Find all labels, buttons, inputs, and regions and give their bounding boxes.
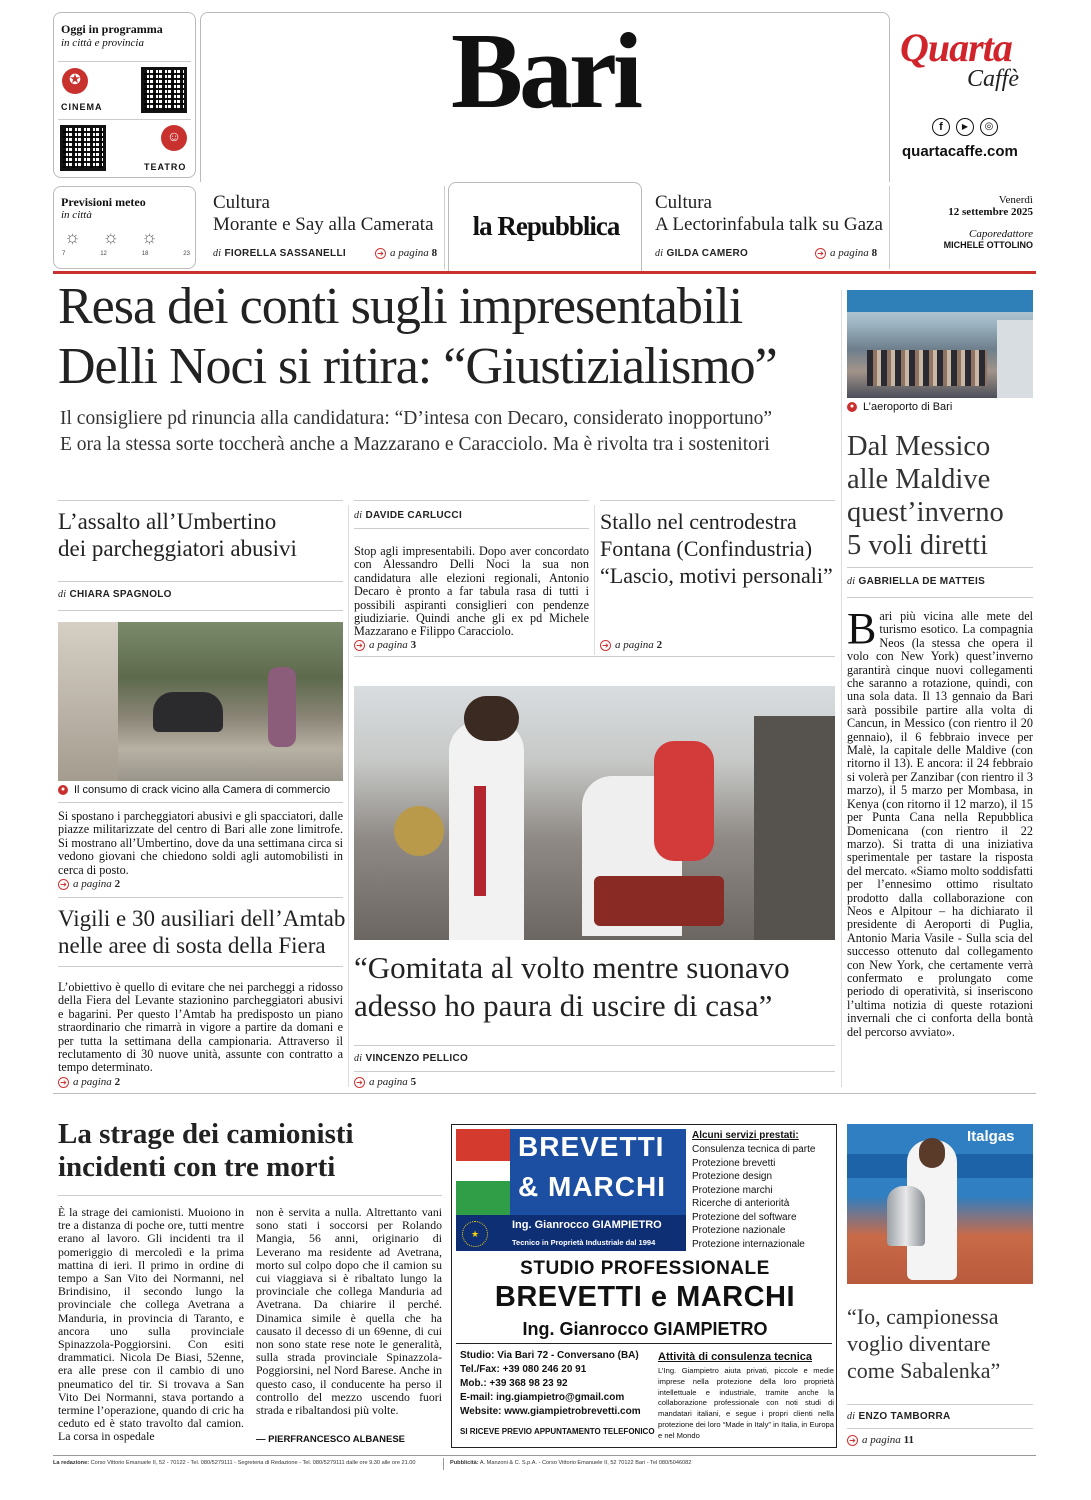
quarta-logo-caffe: Caffè xyxy=(967,66,1019,92)
byline-di: di xyxy=(847,576,856,587)
facebook-icon[interactable]: f xyxy=(932,118,950,136)
umbertino-title-line: dei parcheggiatori abusivi xyxy=(58,536,297,561)
divider xyxy=(847,567,1033,568)
pag-number: 5 xyxy=(410,1076,417,1088)
vigili-title-line: nelle aree di sosta della Fiera xyxy=(58,933,326,958)
lead-col-text: Stop agli impresentabili. Dopo aver concordato con Alessandro Delli Noci la sua non candidatura alle elezioni regionali, Antonio Decaro è pronto a far tabula rasa di tutti i possibili aspiranti consiglieri con pendenze giudiziarie. Quindi anche gli ex pd Michele Mazzarano e Filippo Caracciolo. xyxy=(354,544,589,639)
instagram-icon[interactable]: ◎ xyxy=(980,118,998,136)
strage-author: — PIERFRANCESCO ALBANESE xyxy=(256,1434,406,1445)
sun-icon: ☼ xyxy=(102,227,119,247)
cinema-qr[interactable] xyxy=(141,67,187,113)
divider xyxy=(847,1404,1033,1405)
service-item: Ricerche di anteriorità xyxy=(692,1198,790,1209)
aeroporto-title[interactable] xyxy=(847,430,1004,562)
service-item: Consulenza tecnica di parte xyxy=(692,1144,816,1155)
tennis-author: ENZO TAMBORRA xyxy=(858,1411,951,1422)
contact-line[interactable]: Website: www.giampietrobrevetti.com xyxy=(460,1406,641,1417)
arrow-icon: ➔ xyxy=(375,248,386,259)
meteo-hour: 12 xyxy=(100,251,107,257)
tennis-title-line: “Io, campionessa xyxy=(847,1304,999,1329)
divider xyxy=(354,528,589,529)
arrow-icon: ➔ xyxy=(815,248,826,259)
arrow-icon: ➔ xyxy=(354,640,365,651)
lead-subtitle-2: E ora la stessa sorte toccherà anche a Mazzarano e Caracciolo. Ma è rivolta tra i sostenitori xyxy=(60,434,770,455)
divider xyxy=(58,966,343,967)
teatro-icon[interactable]: ☺ xyxy=(161,125,187,151)
band-photo[interactable] xyxy=(354,686,835,940)
teaser-kicker: Cultura xyxy=(213,192,270,213)
date-box xyxy=(893,186,1033,269)
editor-name: MICHELE OTTOLINO xyxy=(943,240,1033,250)
repubblica-logo[interactable]: la Repubblica xyxy=(472,211,620,241)
service-item: Protezione brevetti xyxy=(692,1157,776,1169)
tennis-title-line: voglio diventare xyxy=(847,1331,991,1356)
arrow-icon: ➔ xyxy=(847,1435,858,1446)
quarta-ad[interactable] xyxy=(895,20,1035,170)
tennis-photo[interactable] xyxy=(847,1124,1033,1284)
quarta-logo: Quarta xyxy=(900,25,1012,70)
umbertino-title[interactable] xyxy=(58,508,297,562)
programma-box xyxy=(53,12,196,178)
column-rule xyxy=(841,290,842,1087)
brevetti-act-title: Attività di consulenza tecnica xyxy=(658,1351,813,1363)
teaser-author: GILDA CAMERO xyxy=(666,248,749,259)
teaser-title: A Lectorinfabula talk su Gaza xyxy=(655,214,883,235)
umbertino-pag[interactable] xyxy=(58,878,120,890)
byline-di: di xyxy=(213,248,222,259)
vigili-title-line: Vigili e 30 ausiliari dell’Amtab xyxy=(58,906,346,931)
divider xyxy=(58,1195,442,1196)
divider xyxy=(58,610,343,611)
divider xyxy=(354,1045,835,1046)
byline-di: di xyxy=(58,589,67,600)
lead-title-2[interactable]: Delli Noci si ritira: “Giustizialismo” xyxy=(58,338,777,395)
brevetti-line2: & MARCHI xyxy=(518,1171,666,1202)
footer-label: La redazione: xyxy=(53,1460,90,1466)
crack-photo[interactable] xyxy=(58,622,343,781)
pag-label: a pagina xyxy=(615,639,654,651)
vigili-text: L’obiettivo è quello di evitare che nei parcheggi a ridosso della Fiera del Levante stazionino parcheggiatori abusivi e bagarini. Per questo l’Amtab ha predisposto un piano straordinario che rimarrà in vigore a partire da domani e per tutta la settimana della campionaria. Attraverso il reclutamento di 30 nuove unità, assunte con contratto a tempo determinato. xyxy=(58,980,343,1075)
pag-number: 11 xyxy=(903,1434,914,1446)
gomitata-title-line: “Gomitata al volto mentre suonavo xyxy=(354,950,790,985)
sun-icon: ☼ xyxy=(64,227,81,247)
airport-caption: L’aeroporto di Bari xyxy=(863,401,953,413)
pag-label: a pagina xyxy=(369,639,408,651)
crack-caption: Il consumo di crack vicino alla Camera di commercio xyxy=(74,784,331,796)
stallo-title-line: Stallo nel centrodestra xyxy=(600,509,797,534)
footer-left xyxy=(53,1460,415,1466)
brevetti-ad[interactable] xyxy=(451,1124,837,1448)
aeroporto-title-line: Dal Messico xyxy=(847,431,991,462)
footer-rule xyxy=(53,1455,1036,1456)
byline-di: di xyxy=(354,1053,363,1064)
stallo-title-line: Fontana (Confindustria) xyxy=(600,536,813,561)
services-list xyxy=(692,1143,815,1251)
lead-col-pag[interactable] xyxy=(354,639,416,651)
strage-col-1: È la strage dei camionisti. Muoiono in tre a distanza di poche ore, tutti mentre erano al lavoro. Gli incidenti tra il pomeriggio di mercoledì e la prima mattina di ieri. Il primo in ordine di tempo a San Vito dei Normanni, nel Brindisino, il secondo lungo la provinciale che collega Avetrana a Manduria, in provincia di Taranto, e ancora uno sulla provinciale Spinazzola-Poggiorsini. Con esiti drammatici. Nicola De Biasi, 52enne, era alle prese con il cambio di uno pneumatico del tir. Si trovava a San Vito Dei Normanni, stava portando a termine l’operazione, quando di cric ha ceduto ed è stato travolto dal camion. La corsa in ospedale xyxy=(58,1205,244,1444)
strage-title-line: incidenti con tre morti xyxy=(58,1151,336,1183)
meteo-hour: 23 xyxy=(183,251,190,257)
pag-label: a pagina xyxy=(390,247,429,259)
byline-di: di xyxy=(354,510,363,521)
pag-label: a pagina xyxy=(830,247,869,259)
meteo-title: Previsioni meteo xyxy=(61,195,146,209)
brevetti-studio: STUDIO PROFESSIONALE xyxy=(520,1258,770,1279)
contact-line: Tel./Fax: +39 080 246 20 91 xyxy=(460,1364,587,1375)
umbertino-author: CHIARA SPAGNOLO xyxy=(69,589,172,600)
lead-title-1[interactable]: Resa dei conti sugli impresentabili xyxy=(58,278,743,335)
byline-di: di xyxy=(655,248,664,259)
pag-number: 2 xyxy=(114,1076,121,1088)
divider xyxy=(600,500,835,501)
divider xyxy=(58,500,343,501)
brevetti-appt: SI RICEVE PREVIO APPUNTAMENTO TELEFONICO xyxy=(460,1427,655,1436)
tennis-banner: Italgas xyxy=(967,1128,1015,1145)
byline-di: di xyxy=(847,1411,856,1422)
pag-number: 8 xyxy=(431,247,438,259)
stallo-title[interactable] xyxy=(600,508,833,589)
pag-number: 3 xyxy=(410,639,417,651)
brevetti-act-text: L’Ing. Giampietro aiuta privati, piccole e medie imprese nella protezione della loro proprietà intellettuale e industriale, tramite anche la collaborazione professionale con noti studi di mandatari italiani, e segue i propri clienti nella protezione dei loro “Made in Italy” in Italia, in Europa e nel Mondo xyxy=(658,1366,834,1440)
camera-icon: ● xyxy=(58,785,68,795)
brevetti-line1: BREVETTI xyxy=(518,1131,665,1162)
lead-col-author: DAVIDE CARLUCCI xyxy=(365,510,463,521)
divider xyxy=(58,802,343,803)
divider xyxy=(847,1428,1033,1429)
editor-label: Caporedattore xyxy=(969,228,1033,240)
umbertino-title-line: L’assalto all’Umbertino xyxy=(58,509,277,534)
vigili-title[interactable] xyxy=(58,905,345,959)
pag-label: a pagina xyxy=(862,1434,901,1446)
teaser-left[interactable] xyxy=(205,186,445,269)
strage-col-2: non è servita a nulla. Altrettanto vani sono stati i soccorsi per Rolando Mangia, 56 anni, originario di Leverano ma residente ad Avetrana, morto sul colpo dopo che il camion su cui viaggiava si è ribaltato lungo la provinciale che collega Manduria ad Avetrana. Da chiarire il perché. Dinamica simile è quella che ha causato il decesso di un 69enne, di cui non sono state rese note le generalità, sulla strada provinciale Spinazzola-Poggiorsini, nel Nord Barese. Anche in questo caso, il conducente ha perso il controllo del mezzo uscendo fuori strada e ribaltandosi più volte. xyxy=(256,1205,442,1418)
pag-number: 8 xyxy=(871,247,878,259)
contact-line: Mob.: +39 368 98 23 92 xyxy=(460,1378,568,1389)
crack-caption-row xyxy=(58,784,330,796)
teatro-label: TEATRO xyxy=(144,162,187,172)
aeroporto-title-line: 5 voli diretti xyxy=(847,530,988,561)
gomitata-title-line: adesso ho paura di uscire di casa” xyxy=(354,988,773,1023)
stallo-pag[interactable] xyxy=(600,639,662,651)
stallo-title-line: “Lascio, motivi personali” xyxy=(600,563,833,588)
eu-stars-icon: ★ xyxy=(462,1221,488,1247)
sun-icon: ☼ xyxy=(141,227,158,247)
brevetti-name: Ing. Gianrocco GIAMPIETRO xyxy=(512,1219,662,1231)
pag-label: a pagina xyxy=(73,1076,112,1088)
teaser-author: FIORELLA SASSANELLI xyxy=(224,248,346,259)
services-title: Alcuni servizi prestati: xyxy=(692,1130,799,1141)
strage-title-line: La strage dei camionisti xyxy=(58,1118,354,1150)
contact-line: Studio: Via Bari 72 - Conversano (BA) xyxy=(460,1350,639,1361)
teaser-right[interactable] xyxy=(645,186,890,269)
contact-line[interactable]: E-mail: ing.giampietro@gmail.com xyxy=(460,1392,625,1403)
aeroporto-author: GABRIELLA DE MATTEIS xyxy=(858,576,986,587)
vigili-pag[interactable] xyxy=(58,1076,120,1088)
programma-subtitle: in città e provincia xyxy=(61,37,144,49)
footer-text: A. Manzoni & C. S.p.A. - Corso Vittorio Emanuele II, 52 70122 Bari - Tel 080/5046082 xyxy=(479,1460,692,1466)
programma-title: Oggi in programma xyxy=(61,22,163,36)
arrow-icon: ➔ xyxy=(58,1077,69,1088)
gomitata-author: VINCENZO PELLICO xyxy=(365,1053,469,1064)
meteo-hour: 7 xyxy=(62,251,66,257)
divider xyxy=(354,1071,835,1072)
teaser-kicker: Cultura xyxy=(655,192,712,213)
date-full: 12 settembre 2025 xyxy=(948,206,1033,218)
divider xyxy=(58,581,343,582)
divider xyxy=(354,500,589,501)
dropcap: B xyxy=(847,604,877,653)
pag-label: a pagina xyxy=(73,878,112,890)
gomitata-pag[interactable] xyxy=(354,1076,416,1088)
arrow-icon: ➔ xyxy=(600,640,611,651)
youtube-icon[interactable]: ▶ xyxy=(956,118,974,136)
camera-icon: ● xyxy=(847,402,857,412)
divider xyxy=(847,597,1033,598)
pag-number: 2 xyxy=(114,878,121,890)
gomitata-title[interactable] xyxy=(354,949,790,1025)
arrow-icon: ➔ xyxy=(58,879,69,890)
service-item: Protezione nazionale xyxy=(692,1225,786,1236)
teaser-title: Morante e Say alla Camerata xyxy=(213,214,434,235)
service-item: Protezione marchi xyxy=(692,1184,773,1196)
meteo-box xyxy=(53,186,196,269)
column-rule xyxy=(348,505,349,1087)
aeroporto-title-line: alle Maldive xyxy=(847,464,991,495)
service-item: Protezione design xyxy=(692,1171,773,1182)
tennis-title[interactable] xyxy=(847,1303,1000,1384)
footer-text: Corso Vittorio Emanuele II, 52 - 70122 - Tel. 080/5279111 - Segreteria di Redazione - Tel. 080/5279111 dalle ore 9.30 alle ore 21.00 xyxy=(90,1460,416,1466)
footer-right xyxy=(450,1460,691,1466)
cinema-icon[interactable]: ✪ xyxy=(62,68,88,94)
header-rule xyxy=(53,271,1036,274)
tennis-pag[interactable] xyxy=(847,1434,914,1446)
pag-number: 2 xyxy=(656,639,663,651)
column-rule xyxy=(594,505,595,655)
cinema-label: CINEMA xyxy=(61,102,103,112)
lead-subtitle-1: Il consigliere pd rinuncia alla candidatura: “D’intesa con Decaro, considerato inopportuno” xyxy=(60,408,773,429)
meteo-subtitle: in città xyxy=(61,209,92,221)
service-item: Protezione del software xyxy=(692,1211,797,1223)
umbertino-text: Si spostano i parcheggiatori abusivi e gli spacciatori, dalle piazze militarizzate del centro di Bari alle zone limitrofe. Si mostrano all’Umbertino, dove da una settimana circa si vedono giovani che chiedono soldi agli automobilisti in cerca di posto. xyxy=(58,809,343,877)
aeroporto-body: ari più vicina alle mete del turismo esotico. La compagnia Neos (la stessa che opera il volo con New York) quest’inverno garantirà cinque nuovi collegamenti che saranno a rotazione, quindi, con una sola data. Il 13 gennaio da Bari sarà possibile partire alla volta di Cancun, in Messico (con rientro il 20 gennaio), il 6 febbraio invece per Malè, la capitale delle Maldive (con ritorno il 13). E ancora: il 24 febbraio si volerà per Zanzibar (con rientro il 3 marzo), il 5 marzo per Mombasa, in Kenya (con ritorno il 12 marzo), il 15 per Punta Cana nella Repubblica Domenicana (con rientro il 22 marzo). Si tratta di una iniziativa sperimentale per tastare la risposta del mercato. «Siamo molto soddisfatti per l’ennesimo ottimo risultato prodotto dalla collaborazione con Neos e Alpitour – ha dichiarato il presidente di Aeroporti di Puglia, Antonio Maria Vasile - Sulla scia del successo ottenuto dal collegamento con New York, che certamente verrà confermato e prolungato come periodo di operatività, si inseriscono l’ultima notizia di queste rotazioni invernali che ci conforta della bontà del percorso avviato». xyxy=(847,609,1033,1039)
repubblica-box xyxy=(448,182,642,272)
footer-label: Pubblicità: xyxy=(450,1460,479,1466)
pag-label: a pagina xyxy=(369,1076,408,1088)
brevetti-contacts xyxy=(460,1349,641,1419)
airport-caption-row xyxy=(847,401,952,413)
service-item: Protezione internazionale xyxy=(692,1238,805,1250)
brevetti-ing: Ing. Gianrocco GIAMPIETRO xyxy=(522,1319,768,1339)
brevetti-tag: Tecnico in Proprietà Industriale dal 1994 xyxy=(512,1238,656,1247)
date-day: Venerdì xyxy=(998,194,1033,206)
section-rule xyxy=(53,1093,1036,1094)
masthead-city: Bari xyxy=(451,12,639,131)
divider xyxy=(354,656,835,657)
strage-title[interactable] xyxy=(58,1118,354,1184)
brevetti-big: BREVETTI e MARCHI xyxy=(494,1281,796,1313)
airport-photo[interactable] xyxy=(847,290,1033,398)
teatro-qr[interactable] xyxy=(60,125,106,171)
aeroporto-text xyxy=(847,604,1033,1039)
tennis-title-line: come Sabalenka” xyxy=(847,1358,1001,1383)
quarta-url[interactable]: quartacaffe.com xyxy=(902,143,1018,160)
divider xyxy=(58,897,343,898)
meteo-hour: 18 xyxy=(141,251,149,257)
aeroporto-title-line: quest’inverno xyxy=(847,497,1004,528)
arrow-icon: ➔ xyxy=(354,1077,365,1088)
